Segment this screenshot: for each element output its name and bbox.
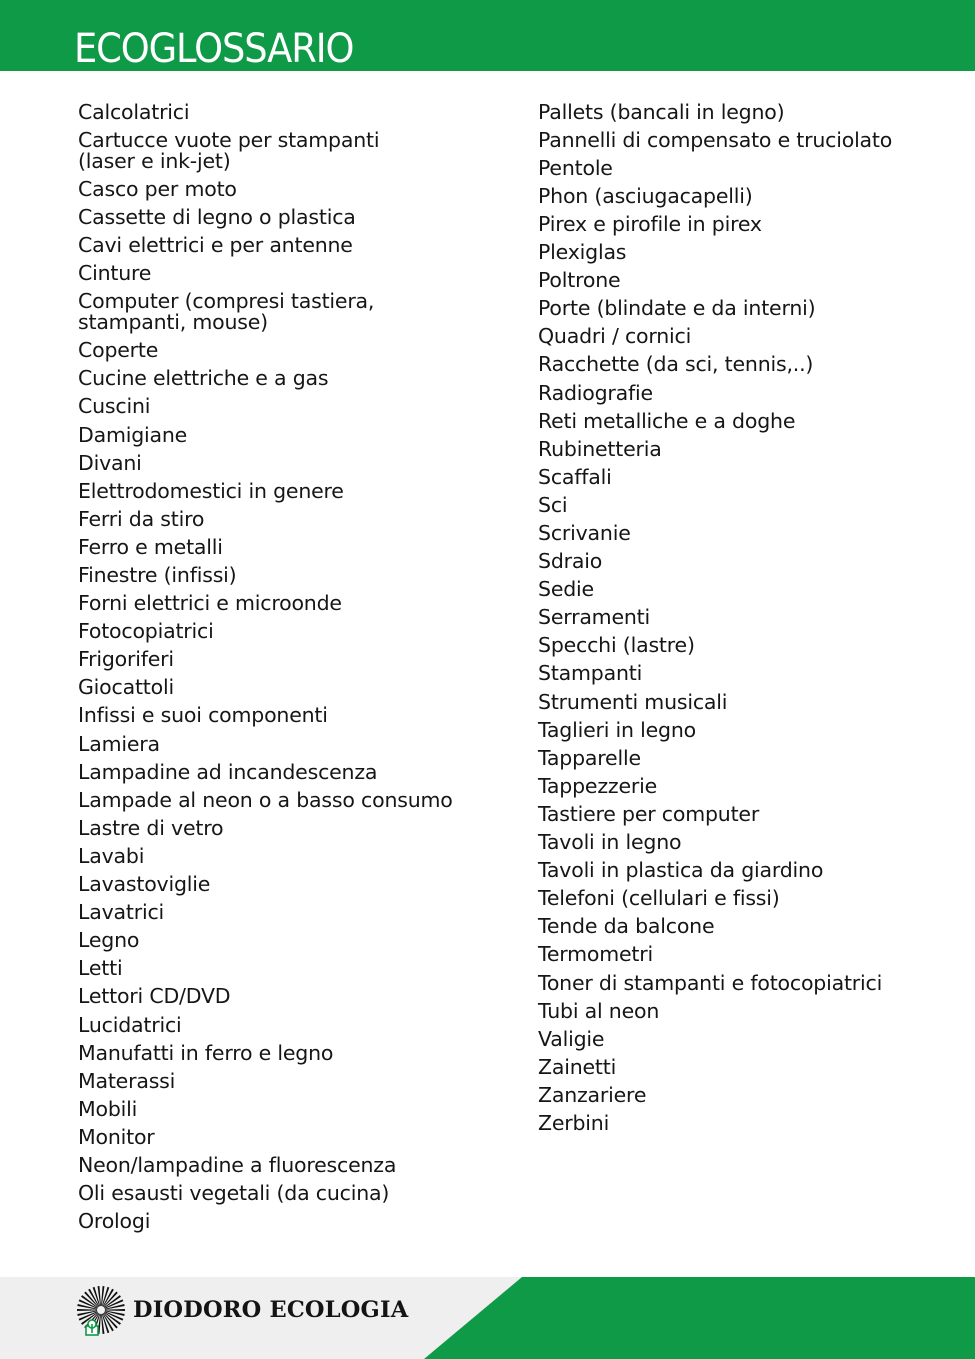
glossary-item: Lampade al neon o a basso consumo [78, 787, 453, 812]
glossary-item: Ferro e metalli [78, 534, 223, 559]
glossary-item: Pannelli di compensato e truciolato [538, 127, 893, 152]
glossary-item: Tastiere per computer [538, 801, 760, 826]
glossary-item: Pirex e pirofile in pirex [538, 211, 762, 236]
glossary-item: Stampanti [538, 661, 643, 686]
glossary-item: Cucine elettriche e a gas [78, 366, 329, 391]
glossary-item: Porte (blindate e da interni) [538, 296, 816, 321]
glossary-item: Neon/lampadine a fluorescenza [78, 1152, 397, 1177]
glossary-item: Zerbini [538, 1110, 610, 1135]
glossary-item: Tapparelle [538, 745, 641, 770]
footer [0, 1277, 975, 1359]
glossary-item: Pentole [538, 155, 613, 180]
glossary-item: Lavastoviglie [78, 872, 211, 897]
glossary-item: Calcolatrici [78, 99, 190, 124]
glossary-item: Manufatti in ferro e legno [78, 1040, 334, 1065]
glossary-column-right [538, 98, 958, 1137]
glossary-item: Scaffali [538, 464, 612, 489]
glossary-item: Finestre (infissi) [78, 563, 237, 587]
glossary-item: Cassette di legno o plastica [78, 204, 356, 229]
glossary-item: Tappezzerie [538, 773, 657, 798]
glossary-item: Giocattoli [78, 675, 174, 700]
glossary-item: Telefoni (cellulari e fissi) [538, 886, 780, 911]
glossary-item: Monitor [78, 1124, 155, 1149]
glossary-item: Divani [78, 450, 142, 475]
glossary-item: Oli esausti vegetali (da cucina) [78, 1181, 390, 1206]
glossary-item: Lampadine ad incandescenza [78, 759, 378, 784]
glossary-item: Sci [538, 492, 568, 517]
glossary-item: Lastre di vetro [78, 815, 224, 840]
glossary-item: Pallets (bancali in legno) [538, 99, 785, 124]
page-title: ECOGLOSSARIO [74, 26, 354, 72]
glossary-item: Cavi elettrici e per antenne [78, 232, 353, 257]
glossary-item: Termometri [538, 942, 653, 967]
glossary-item: Tavoli in plastica da giardino [538, 858, 824, 883]
glossary-item: Lettori CD/DVD [78, 984, 231, 1009]
brand-name: DIODORO ECOLOGIA [133, 1297, 409, 1323]
glossary-item: Lavabi [78, 843, 145, 868]
glossary-item: Poltrone [538, 268, 621, 293]
glossary-item: Frigoriferi [78, 647, 174, 672]
sunburst-tree-logo-icon [76, 1286, 126, 1336]
glossary-item: Taglieri in legno [538, 717, 697, 742]
glossary-item: Ferri da stiro [78, 506, 205, 531]
glossary-item: Lucidatrici [78, 1012, 182, 1037]
glossary-item: Cinture [78, 261, 152, 286]
glossary-item: Specchi (lastre) [538, 633, 695, 658]
glossary-item: Tubi al neon [538, 998, 660, 1023]
glossary-item: Materassi [78, 1068, 176, 1093]
glossary-item: Valigie [538, 1026, 605, 1051]
glossary-item: Racchette (da sci, tennis,..) [538, 352, 814, 377]
glossary-item: Forni elettrici e microonde [78, 591, 342, 616]
glossary-item: Casco per moto [78, 176, 237, 201]
glossary-item: Coperte [78, 338, 159, 363]
glossary-item: Fotocopiatrici [78, 619, 214, 644]
glossary-item: Mobili [78, 1096, 138, 1121]
glossary-item: Plexiglas [538, 240, 627, 265]
glossary-item: Toner di stampanti e fotocopiatrici [538, 970, 883, 995]
glossary-column-left [78, 98, 518, 1236]
glossary-item: Reti metalliche e a doghe [538, 408, 796, 433]
glossary-item: Letti [78, 956, 123, 981]
glossary-item: Damigiane [78, 422, 188, 447]
glossary-item: Phon (asciugacapelli) [538, 183, 753, 208]
glossary-item: Tende da balcone [538, 914, 715, 939]
glossary-item: Zanzariere [538, 1082, 647, 1107]
glossary-item: Rubinetteria [538, 436, 662, 461]
glossary-item: Cartucce vuote per stampanti (laser e ink-jet) [78, 127, 380, 173]
glossary-item: Cuscini [78, 394, 151, 419]
glossary-item: Computer (compresi tastiera, stampanti, mouse) [78, 289, 375, 335]
glossary-item: Orologi [78, 1209, 151, 1234]
glossary-item: Lavatrici [78, 900, 165, 925]
glossary-item: Sdraio [538, 549, 603, 574]
glossary-item: Sedie [538, 577, 594, 602]
glossary-item: Strumenti musicali [538, 689, 728, 714]
glossary-item: Legno [78, 928, 140, 953]
glossary-item: Quadri / cornici [538, 324, 692, 349]
glossary-item: Serramenti [538, 605, 650, 630]
glossary-item: Elettrodomestici in genere [78, 478, 344, 503]
glossary-item: Zainetti [538, 1054, 617, 1079]
glossary-item: Infissi e suoi componenti [78, 703, 328, 728]
glossary-item: Lamiera [78, 731, 160, 756]
glossary-item: Radiografie [538, 380, 653, 405]
glossary-item: Tavoli in legno [538, 830, 682, 855]
glossary-item: Scrivanie [538, 521, 631, 545]
